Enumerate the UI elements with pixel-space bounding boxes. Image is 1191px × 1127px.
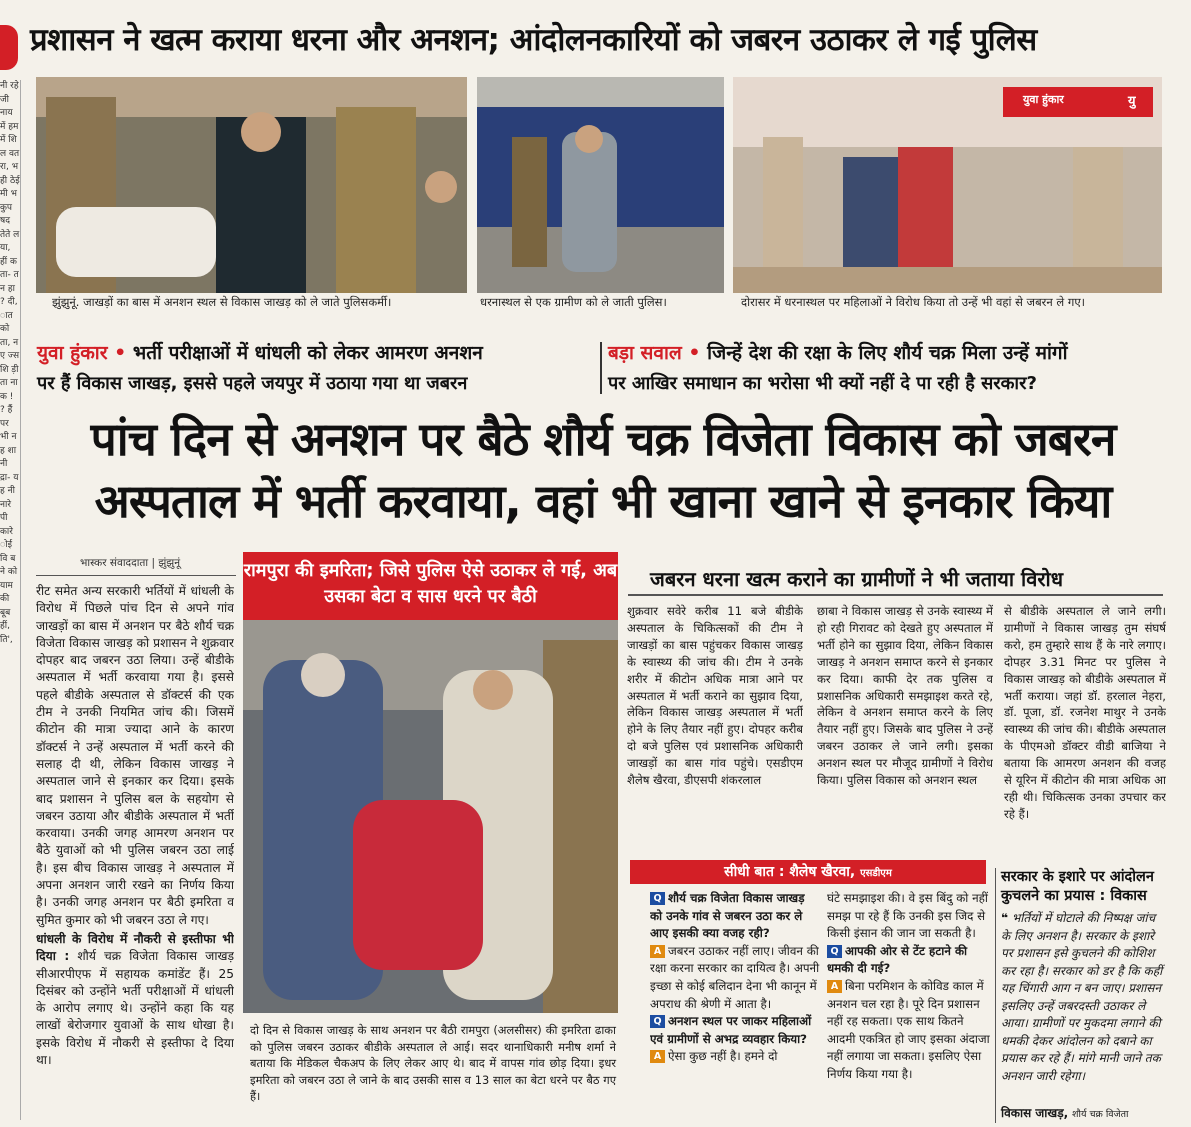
side-box-quote <box>1001 910 1166 1102</box>
signature-name: विकास जाखड़, <box>1001 1106 1069 1120</box>
photo-imrita-carried-by-police <box>243 620 618 1013</box>
kicker-right-bullet: • <box>688 342 701 364</box>
right-story-rule <box>628 594 1163 596</box>
kicker-right-label: बड़ा सवाल <box>608 342 682 364</box>
photo-villager-taken-to-bus <box>477 77 724 293</box>
right-story-col-1: शुक्रवार सवेरे करीब 11 बजे बीडीके अस्पताल के चिकित्सकों की टीम ने जाखड़ों का बास पहुंचकर विकास जाखड़ के स्वास्थ्य की जांच की। टीम ने उनके शरीर में कीटोन अधिक मात्रा आने पर अस्पताल में भर्ती कराने का सुझाव दिया, लेकिन विकास जाखड़ अस्पताल में भर्ती होने के लिए तैयार नहीं हुए। दोपहर करीब दो बजे पुलिस एवं प्रशासनिक अधिकारी जाखड़ों का बास गांव पहुंचे। एसडीएम शैलेष खैरवा, डीएसपी शंकरलाल <box>627 604 803 788</box>
top-headline: प्रशासन ने खत्म कराया धरना और अनशन; आंदोलनकारियों को जबरन उठाकर ले गई पुलिस <box>30 22 1037 58</box>
red-logo-tab <box>0 25 18 70</box>
right-story-col-3: से बीडीके अस्पताल ले जाने लगी। ग्रामीणों ने विकास जाखड़ तुम संघर्ष करो, हम तुम्हारे साथ हैं के नारे लगाए। दोपहर 3.31 मिनट पर पुलिस ने विकास जाखड़ को बीडीके अस्पताल में भर्ती कराया। जहां डॉ. हरलाल नेहरा, डॉ. पूजा, डॉ. रजनेश माथुर ने उनके स्वास्थ्य की जांच की। बीडीके अस्पताल के पीएमओ डॉक्टर वीडी बाजिया ने बताया कि आमरण अनशन की वजह से यूरिन में कीटोन की मात्रा अधिक आ रही थी। चिकित्सक उनका उपचार कर रहे हैं। <box>1004 604 1166 821</box>
qa-answer-1: जबरन उठाकर नहीं लाए। जीवन की रक्षा करना सरकार का दायित्व है। अपनी इच्छा से कोई बलिदान देना भी कानून में अपराध की श्रेणी में आता है। <box>650 943 820 1011</box>
qa-col-1 <box>650 890 820 1122</box>
story-left-column <box>36 583 234 1123</box>
kicker-right-line1: जिन्हें देश की रक्षा के लिए शौर्य चक्र मिला उन्हें मांगों <box>707 342 1068 364</box>
qa-question-2: अनशन स्थल पर जाकर महिलाओं एवं ग्रामीणों से अभद्र व्यवहार किया? <box>650 1014 812 1046</box>
photo-police-carrying-vikas <box>36 77 467 293</box>
main-headline <box>28 408 1178 532</box>
kicker-right <box>608 338 1168 399</box>
a-badge-1: A <box>650 945 665 958</box>
q-badge-1: Q <box>650 892 665 905</box>
photo-3-banner-text-2: यु <box>1128 94 1136 109</box>
q-badge-3: Q <box>827 945 842 958</box>
byline-separator: | <box>151 557 156 569</box>
a-badge-3: A <box>827 980 842 993</box>
right-story-headline: जबरन धरना खत्म कराने का ग्रामीणों ने भी जताया विरोध <box>650 567 1064 591</box>
main-headline-line1: पांच दिन से अनशन पर बैठे शौर्य चक्र विजेता विकास को जबरन <box>90 412 1116 466</box>
side-box-quote-text: भर्तियों में घोटाले की निष्पक्ष जांच के लिए अनशन है। सरकार के इशारे पर प्रशासन इसे कुचलने की कोशिश कर रहा है। सरकार को डर है कि कहीं यह चिंगारी आग न बन जाए। प्रशासन इसलिए उन्हें जबरदस्ती उठाकर ले आया। ग्रामीणों पर मुकदमा लगाने की धमकी देकर आंदोलन को दबाने का प्रयास कर रहे हैं। मांगे मानी जाने तक अनशन जारी रहेगा। <box>1001 911 1163 1083</box>
center-story-title-box <box>243 552 618 620</box>
photo-3-caption: दोरासर में धरनास्थल पर महिलाओं ने विरोध किया तो उन्हें भी वहां से जबरन ले गए। <box>741 295 1086 309</box>
photo-2-caption: धरनास्थल से एक ग्रामीण को ले जाती पुलिस। <box>480 295 667 309</box>
side-box-signature <box>1001 1104 1171 1121</box>
kicker-divider <box>600 342 602 394</box>
byline-reporter: भास्कर संवाददाता <box>80 557 149 569</box>
kicker-left-label: युवा हुंकार <box>37 342 108 364</box>
qa-label <box>630 860 986 884</box>
qa-answer-2: ऐसा कुछ नहीं है। हमने दो <box>668 1049 778 1064</box>
qa-label-role: एसडीएम <box>860 868 892 879</box>
photo-3-banner-text: युवा हुंकार <box>1023 93 1064 106</box>
photo-1-caption: झुंझुनूं. जाखड़ों का बास में अनशन स्थल से विकास जाखड़ को ले जाते पुलिसकर्मी। <box>52 295 392 309</box>
side-box-divider <box>995 868 996 1123</box>
qa-col-2 <box>827 890 995 1122</box>
kicker-left-bullet: • <box>114 342 127 364</box>
story-left-para-1: रीट समेत अन्य सरकारी भर्तियों में धांधली के विरोध में पिछले पांच दिन से अपने गांव जाखड़ों का बास में अनशन पर बैठे शौर्य चक्र विजेता विकास जाखड़ को प्रशासन ने शुक्रवार दोपहर बाद जबरन उठा लिया। उन्हें बीडीके अस्पताल में भर्ती करवाया गया है। इससे पहले बीडीके अस्पताल से डॉक्टर्स की एक टीम ने उनकी नियमित जांच की। जिसमें कीटोन की मात्रा ज्यादा आने के कारण डॉक्टर्स ने उन्हें अस्पताल में भर्ती करने की सलाह दी थी, लेकिन विकास जाखड़ ने अस्पताल जाने से इनकार कर दिया। इसके बाद प्रशासन ने पुलिस बल के सहयोग से जबरन उठाया और बीडीके अस्पताल में भर्ती करवाया। उनकी जगह आमरण अनशन पर बैठे युवाओं को भी पुलिस जबरन उठा लाई है। इस बीच विकास जाखड़ ने अस्पताल में अपना अनशन जारी रखने का निर्णय किया है। उनकी जगह अनशन पर बैठी इमरिता व सुमित कुमार को भी जबरन उठा ले गए। <box>36 584 234 927</box>
right-story-col-2: छाबा ने विकास जाखड़ से उनके स्वास्थ्य में हो रही गिरावट को देखते हुए अस्पताल में भर्ती होने का सुझाव दिया, लेकिन विकास जाखड़ ने अनशन समाप्त करने से इनकार कर दिया। काफी देर तक पुलिस व प्रशासनिक अधिकारी समझाइश करते रहे, लेकिन वे अनशन समाप्त करने के लिए तैयार नहीं हुए। जिसके बाद पुलिस ने उन्हें जबरन उठाकर ले जाने लगी। इसका अनशन स्थल पर मौजूद ग्रामीणों ने विरोध किया। पुलिस विकास को अनशन स्थल <box>817 604 993 788</box>
qa-answer-3: बिना परमिशन के कोविड काल में अनशन चल रहा है। पूरे दिन प्रशासन नहीं रह सकता। एक साथ कितने आदमी एकत्रित हो जाए इसका अंदाजा नहीं लगाया जा सकता। इसलिए ऐसा निर्णय किया गया है। <box>827 978 990 1081</box>
kicker-left-line2: पर हैं विकास जाखड़, इससे पहले जयपुर में उठाया गया था जबरन <box>37 373 468 394</box>
story-left-para-2: शौर्य चक्र विजेता विकास जाखड़ सीआरपीएफ में सहायक कमांडेंट हैं। 25 दिसंबर को उन्होंने भर्ती परीक्षाओं में धांधली के आरोप लगाए थे। उन्होंने कहा कि यह लाखों बेरोजगार युवाओं के साथ धोखा है। इसके विरोध में नौकरी से इस्तीफा दे दिया था। <box>36 949 234 1068</box>
signature-role: शौर्य चक्र विजेता <box>1072 1109 1129 1120</box>
main-headline-line2: अस्पताल में भर्ती करवाया, वहां भी खाना खाने से इनकार किया <box>94 474 1112 528</box>
photo-women-protest-dorasar <box>733 77 1162 293</box>
qa-label-text: सीधी बात : शैलेष खैरवा, <box>724 864 856 880</box>
byline-rule <box>36 575 236 576</box>
kicker-left <box>37 338 597 399</box>
center-story-title: रामपुरा की इमरिता; जिसे पुलिस ऐसे उठाकर ले गई, अब उसका बेटा व सास धरने पर बैठी <box>243 560 618 607</box>
a-badge-2: A <box>650 1050 665 1063</box>
qa-answer-2-cont: घंटे समझाइश की। वे इस बिंदु को नहीं समझ पा रहे हैं कि उनकी इस जिद से किसी इंसान की जान जा सकती है। <box>827 891 988 941</box>
story-left-subhead: धांधली के विरोध में नौकरी से इस्तीफा भी दिया : <box>36 931 234 964</box>
qa-question-3: आपकी ओर से टेंट हटाने की धमकी दी गई? <box>827 943 968 976</box>
qa-question-1: शौर्य चक्र विजेता विकास जाखड़ को उनके गांव से जबरन उठा कर ले आए इसकी क्या वजह रही? <box>650 891 805 941</box>
kicker-left-line1: भर्ती परीक्षाओं में धांधली को लेकर आमरण अनशन <box>132 342 483 364</box>
byline <box>80 556 250 570</box>
left-column-fragment: नी रहे जी नाय में हम में शि ल वत रा, भ ही ठेई मी भ कुप षद तेते ल या, हीं क ता- तन हा ? दी, ात को ता, नए ज्स शि ड़ी ता ना क ! ? हैं पर भी नह शा नी द्रा- यह नी नारे पी कारे ोई वि बने को याम की बूब हीं, ति', <box>0 80 21 1120</box>
q-badge-2: Q <box>650 1015 665 1028</box>
kicker-right-line2: पर आखिर समाधान का भरोसा भी क्यों नहीं दे पा रही है सरकार? <box>608 373 1037 394</box>
center-story-caption: दो दिन से विकास जाखड़ के साथ अनशन पर बैठी रामपुरा (अलसीसर) की इमरिता ढाका को पुलिस जबरन उठाकर बीडीके अस्पताल ले आई। सदर थानाधिकारी मनीष शर्मा ने बताया कि मेडिकल चैकअप के लिए लेकर आए थे। बाद में वापस गांव छोड़ दिया। इधर इमरिता को जबरन उठा ले जाने के बाद उसकी सास व 13 साल का बेटा धरने पर बैठ गए हैं। <box>250 1023 616 1103</box>
byline-place: झुंझुनूं <box>158 557 181 569</box>
quote-mark-icon: ❝ <box>1001 911 1009 925</box>
side-box-headline: सरकार के इशारे पर आंदोलन कुचलने का प्रयास : विकास <box>1001 869 1154 904</box>
